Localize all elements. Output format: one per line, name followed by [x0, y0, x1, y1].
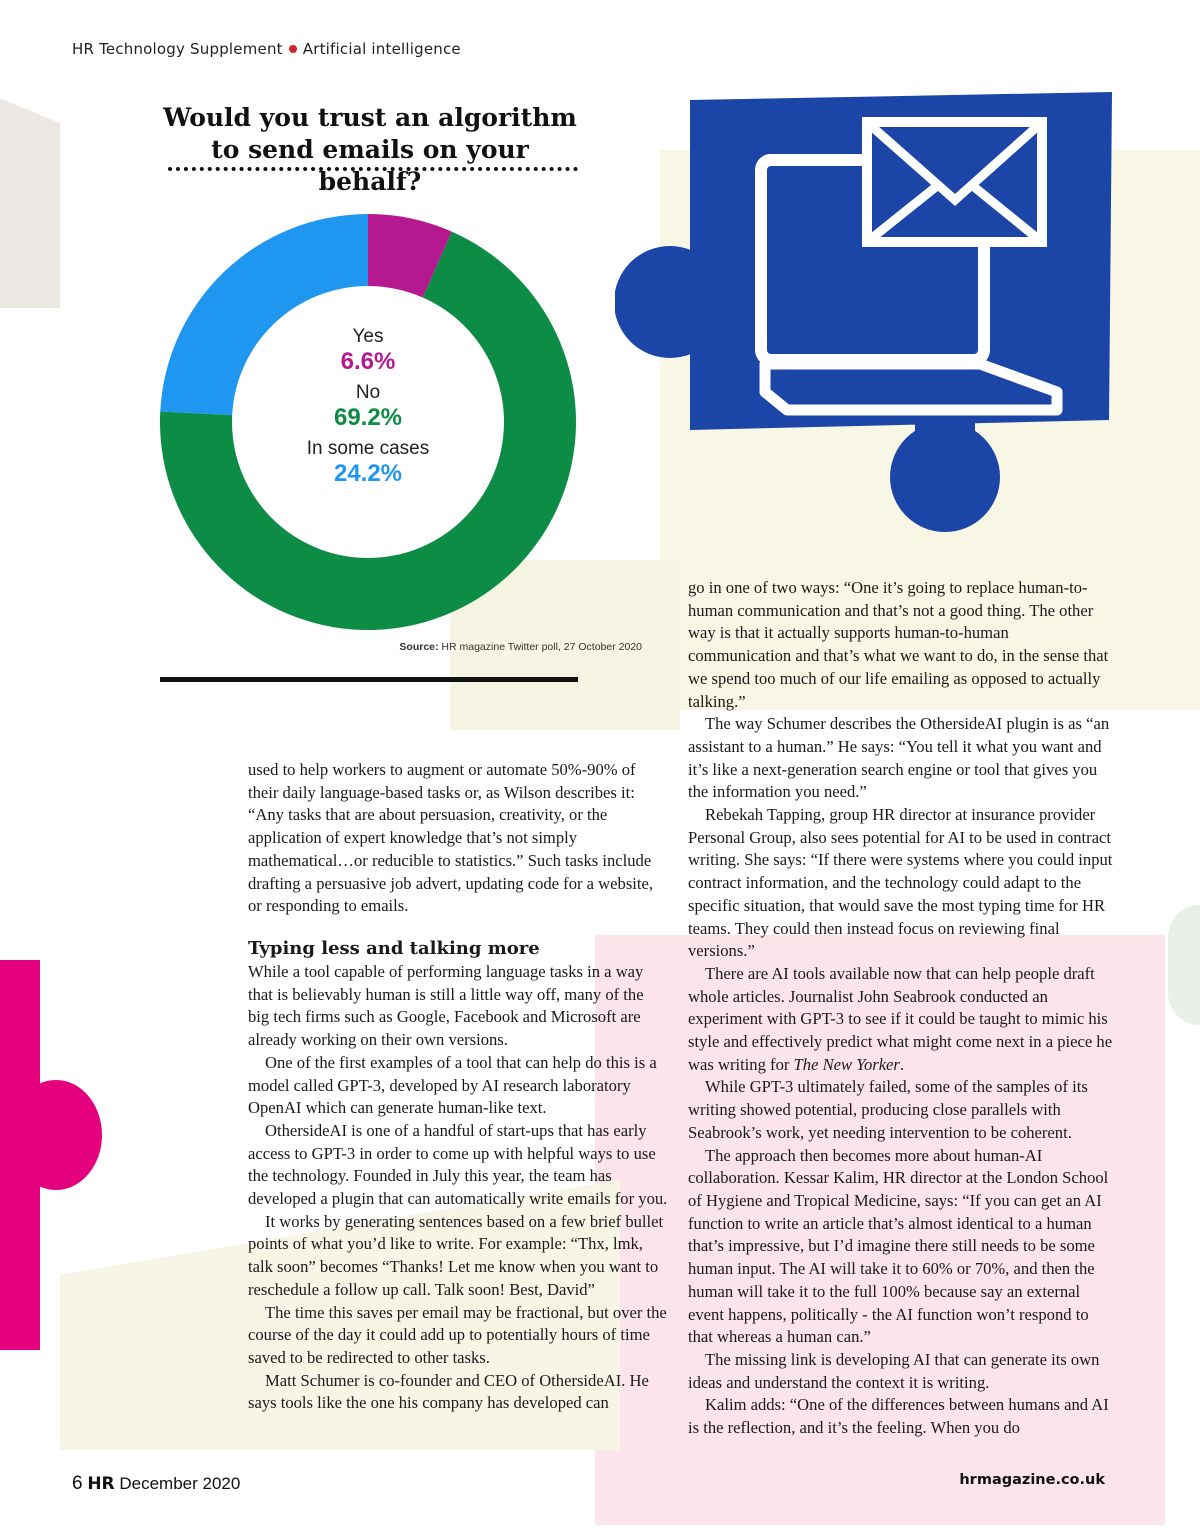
donut-chart: [158, 212, 578, 632]
article-paragraph: go in one of two ways: “One it’s going to replace human-to-human communication and that’s not a good thing. The other way is that it actually supports human-to-human communication and that’s what we want to do, in the sense that we spend too much of our life emailing as opposed to actually talking.”: [688, 578, 1109, 711]
article-paragraph: While GPT-3 ultimately failed, some of the samples of its writing showed potential, producing close parallels with Seabrook’s work, yet needing intervention to be coherent.: [688, 1077, 1088, 1142]
article-paragraph: While a tool capable of performing language tasks in a way that is believably human is still a little way off, many of the big tech firms such as Google, Facebook and Microsoft are already working on their own versions.: [248, 962, 644, 1050]
article-subheading: Typing less and talking more: [248, 938, 540, 959]
source-label: Source:: [399, 641, 439, 653]
article-column-left: [248, 937, 668, 1415]
article-column-right: [688, 577, 1113, 1440]
slice-label-no: No: [355, 382, 381, 403]
laptop-with-envelope-puzzle-icon: [615, 92, 1115, 542]
article-paragraph: used to help workers to augment or automate 50%-90% of their daily language-based tasks or, as Wilson describes it: “Any tasks that are about persuasion, creativity, or the application of expert knowledge that’s not simply mathematical…or reducible to statistics.” Such tasks include drafting a persuasive job advert, updating code for a website, or responding to emails.: [248, 760, 654, 916]
magazine-brand: HR: [87, 1474, 115, 1494]
running-header: [72, 40, 461, 58]
article-paragraph: There are AI tools available now that can help people draft whole articles. Journalist John Seabrook conducted an experiment with GPT-3 to see if it could be taught to mimic his style and effectively predict what might come next in a piece he was writing for The New Yorker.: [688, 963, 1113, 1074]
slice-label-yes: Yes: [352, 326, 384, 347]
center-labels: [258, 326, 478, 488]
dotted-divider: [168, 167, 578, 171]
slice-value-no: 69.2%: [333, 404, 403, 431]
chart-title: [160, 102, 580, 198]
article-paragraph: The time this saves per email may be fractional, but over the course of the day it could add up to potentially hours of time saved to be redirected to other tasks.: [248, 1302, 667, 1367]
website-link[interactable]: hrmagazine.co.uk: [959, 1472, 1105, 1488]
source-text: HR magazine Twitter poll, 27 October 2020: [441, 641, 642, 653]
puzzle-knob-decoration: [10, 1080, 102, 1190]
article-paragraph: The missing link is developing AI that can generate its own ideas and understand the context it is writing.: [688, 1349, 1100, 1392]
issue-date: December 2020: [119, 1474, 241, 1493]
article-paragraph: One of the first examples of a tool that can help do this is a model called GPT-3, developed by AI research laboratory OpenAI which can generate human-like text.: [248, 1052, 657, 1118]
article-paragraph: Rebekah Tapping, group HR director at insurance provider Personal Group, also sees potential for AI to be used in contract writing. She says: “If there were systems where you could input contract information, and the technology could adapt to the specific situation, that would save the most typing time for HR teams. They could then instead focus on reviewing final versions.”: [688, 805, 1113, 961]
slice-value-in-some-cases: 24.2%: [333, 460, 403, 487]
chart-title-line: to send emails on your behalf?: [211, 135, 529, 196]
background-shape: [0, 98, 60, 308]
chart-title-line: Would you trust an algorithm: [163, 103, 577, 132]
article-column-left-top: [248, 759, 668, 918]
header-topic: Artificial intelligence: [302, 40, 461, 58]
slice-value-yes: 6.6%: [340, 348, 396, 375]
article-paragraph: The way Schumer describes the OthersideAI plugin is as “an assistant to a human.” He says: “You tell it what you want and it’s like a next-generation search engine or tool that gives you the information you need.”: [688, 714, 1110, 802]
article-paragraph: The approach then becomes more about human-AI collaboration. Kessar Kalim, HR director at the London School of Hygiene and Tropical Medicine, says: “If you can get an AI function to write an article that’s almost identical to a human that’s impressive, but I’d imagine there still needs to be some human input. The AI will take it to 60% or 70%, and then the human will take it to the full 100% because say an external event happens, politically - the AI function won’t respond to that whereas a human can.”: [688, 1145, 1109, 1347]
header-bullet-icon: [289, 45, 297, 53]
article-paragraph: It works by generating sentences based on a few brief bullet points of what you’d like to write. For example: “Thx, lmk, talk soon” becomes “Thanks! Let me know when you want to reschedule a follow up call. Talk soon! Best, David”: [248, 1211, 664, 1299]
envelope-icon: [867, 122, 1042, 242]
article-paragraph: Kalim adds: “One of the differences between humans and AI is the reflection, and it’s the feeling. When you do: [688, 1395, 1109, 1438]
horizontal-rule: [160, 677, 578, 682]
background-shape: [1168, 905, 1200, 1025]
article-paragraph: Matt Schumer is co-founder and CEO of OthersideAI. He says tools like the one his company has developed can: [248, 1370, 649, 1413]
header-section: HR Technology Supplement: [72, 40, 283, 58]
page-number: 6: [72, 1473, 83, 1494]
article-paragraph: OthersideAI is one of a handful of start-ups that has early access to GPT-3 in order to come up with helpful ways to use the technology. Founded in July this year, the team has developed a plugin that can automatically write emails for you.: [248, 1120, 668, 1209]
slice-label-in-some-cases: In some cases: [306, 438, 430, 459]
page-footer: [72, 1473, 240, 1495]
chart-source: [300, 641, 642, 653]
